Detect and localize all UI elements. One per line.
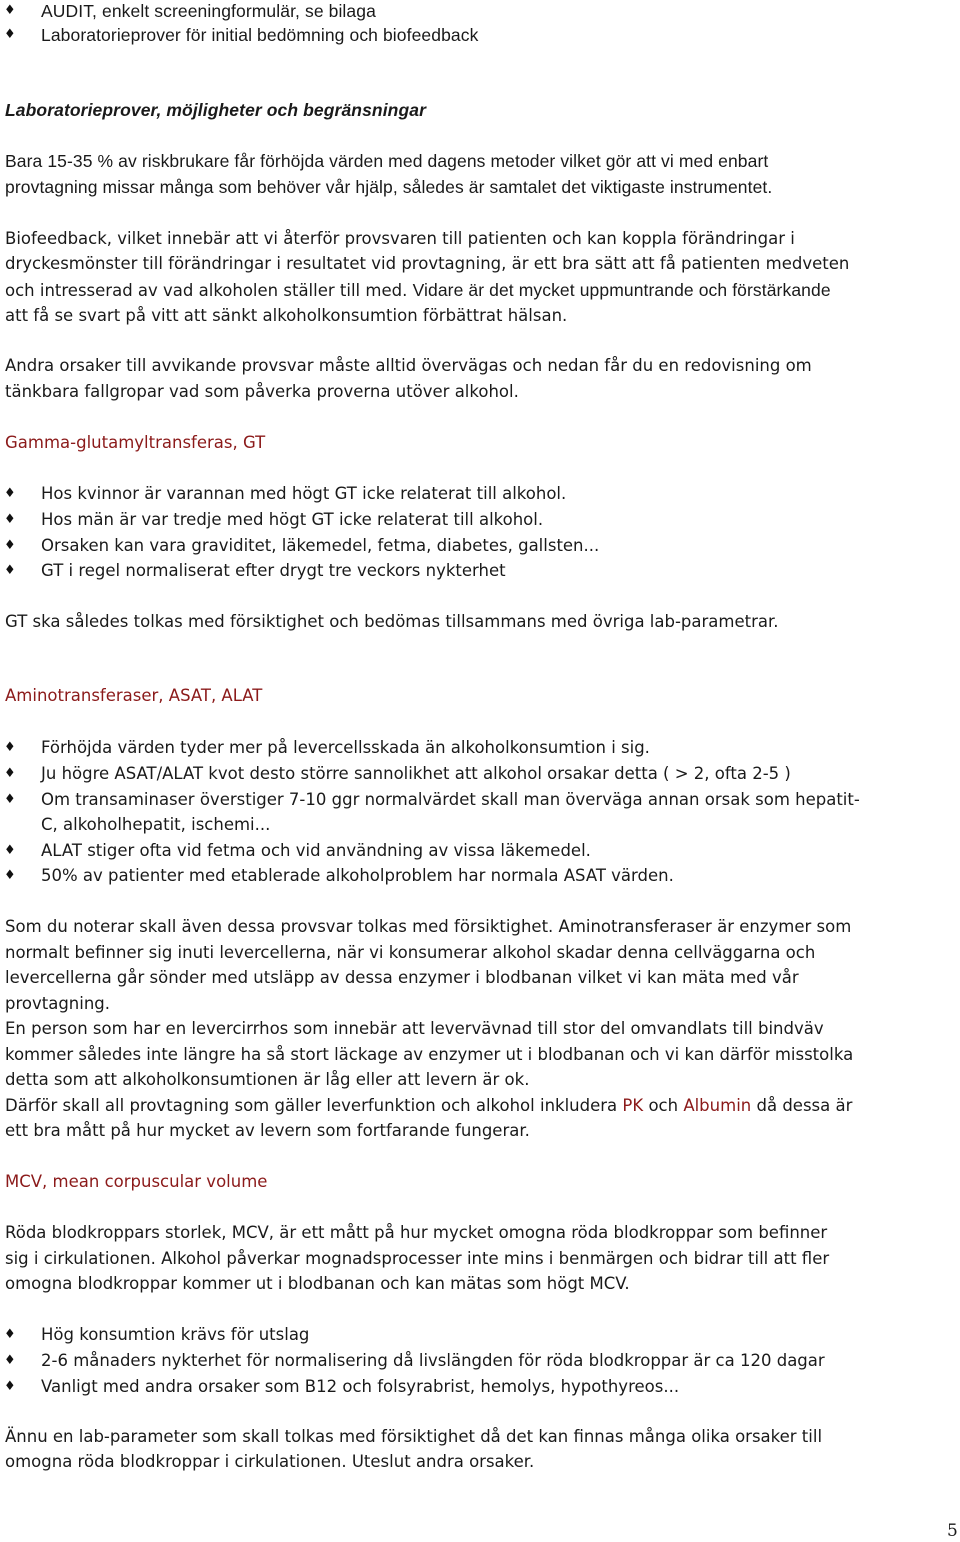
diamond-bullet-icon: ♦ [4,740,16,755]
asat-line: normalt befinner sig inuti levercellerna, när vi konsumerar alkohol skadar denna cellväggarna och [5,943,816,962]
andra-line: Andra orsaker till avvikande provsvar måste alltid övervägas och nedan får du en redovisning om [5,356,812,375]
mcv-line: omogna blodkroppar kommer ut i blodbanan och kan mätas som högt MCV. [5,1274,630,1293]
diamond-bullet-icon: ♦ [4,486,16,501]
intro-line: Bara 15-35 % av riskbrukare får förhöjda värden med dagens metoder vilket gör att vi med enbart [5,151,769,171]
diamond-bullet-icon: ♦ [4,792,16,807]
biofeedback-line: dryckesmönster till förändringar i resultatet vid provtagning, är ett bra sätt att få patienten medveten [5,254,850,273]
list-item: Ju högre ASAT/ALAT kvot desto större sannolikhet att alkohol orsakar detta ( > 2, ofta 2-5 ) [41,764,791,783]
list-item: ALAT stiger ofta vid fetma och vid användning av vissa läkemedel. [41,841,591,860]
list-item: Hos män är var tredje med högt GT icke relaterat till alkohol. [41,510,544,529]
diamond-bullet-icon: ♦ [4,766,16,781]
andra-line: tänkbara fallgropar vad som påverka proverna utöver alkohol. [5,382,519,401]
diamond-bullet-icon: ♦ [4,512,16,527]
asat-line [5,1095,852,1117]
mcv-final-line: Ännu en lab-parameter som skall tolkas med försiktighet då det kan finnas många olika orsaker till [5,1427,823,1446]
list-item: Orsaken kan vara graviditet, läkemedel, fetma, diabetes, gallsten... [41,536,600,555]
section-heading: Laboratorieprover, möjligheter och begränsningar [5,100,426,120]
list-item: 2-6 månaders nykterhet för normalisering då livslängden för röda blodkroppar är ca 120 dagar [41,1351,825,1370]
asat-text: Därför skall all provtagning som gäller leverfunktion och alkohol inkludera [5,1096,618,1115]
list-item: Hög konsumtion krävs för utslag [41,1325,310,1344]
list-item: GT i regel normaliserat efter drygt tre veckors nykterhet [41,561,506,580]
diamond-bullet-icon: ♦ [4,27,16,42]
biofeedback-line: Biofeedback, vilket innebär att vi återför provsvaren till patienten och kan koppla förändringar i [5,229,795,248]
mcv-line: sig i cirkulationen. Alkohol påverkar mognadsprocesser inte mins i benmärgen och bidrar till att fler [5,1249,830,1268]
list-item: Vanligt med andra orsaker som B12 och folsyrabrist, hemolys, hypothyreos... [41,1377,680,1396]
asat-line: En person som har en levercirrhos som innebär att levervävnad till stor del omvandlats till bindväv [5,1019,824,1038]
list-item: 50% av patienter med etablerade alkoholproblem har normala ASAT värden. [41,866,674,885]
asat-text: och [648,1096,679,1115]
asat-line: Som du noterar skall även dessa provsvar tolkas med försiktighet. Aminotransferaser är enzymer som [5,917,852,936]
page-number: 5 [947,1521,958,1541]
mcv-final-line: omogna röda blodkroppar i cirkulationen. Uteslut andra orsaker. [5,1452,535,1471]
diamond-bullet-icon: ♦ [4,1353,16,1368]
intro-line: provtagning missar många som behöver vår hjälp, således är samtalet det viktigaste instrumentet. [5,177,773,197]
mcv-line: Röda blodkroppars storlek, MCV, är ett mått på hur mycket omogna röda blodkroppar som befinner [5,1223,828,1242]
asat-line: provtagning. [5,994,111,1013]
gt-title: Gamma-glutamyltransferas, GT [5,433,266,452]
biofeedback-text: Vidare är det mycket uppmuntrande och förstärkande [412,280,831,300]
biofeedback-text: och intresserad av vad alkoholen ställer till med. [5,281,408,300]
diamond-bullet-icon: ♦ [4,1327,16,1342]
albumin-term: Albumin [683,1096,752,1115]
asat-line: kommer således inte längre ha så stort läckage av enzymer ut i blodbanan och vi kan därför misstolka [5,1045,854,1064]
asat-line: detta som att alkoholkonsumtionen är låg eller att levern är ok. [5,1070,530,1089]
list-item: Om transaminaser överstiger 7-10 ggr normalvärdet skall man överväga annan orsak som hepatit- [41,790,860,809]
list-item: Förhöjda värden tyder mer på levercellsskada än alkoholkonsumtion i sig. [41,738,650,757]
pk-term: PK [622,1096,644,1115]
diamond-bullet-icon: ♦ [4,868,16,883]
list-item: AUDIT, enkelt screeningformulär, se bilaga [41,1,376,21]
biofeedback-line [5,279,831,302]
diamond-bullet-icon: ♦ [4,1379,16,1394]
asat-line: ett bra mått på hur mycket av levern som fortfarande fungerar. [5,1121,530,1140]
asat-text: då dessa är [756,1096,853,1115]
diamond-bullet-icon: ♦ [4,3,16,18]
diamond-bullet-icon: ♦ [4,563,16,578]
asat-line: levercellerna går sönder med utsläpp av dessa enzymer i blodbanan vilket vi kan mäta med vår [5,968,799,987]
diamond-bullet-icon: ♦ [4,538,16,553]
list-item: Hos kvinnor är varannan med högt GT icke relaterat till alkohol. [41,484,567,503]
diamond-bullet-icon: ♦ [4,843,16,858]
list-item: Laboratorieprover för initial bedömning och biofeedback [41,25,479,45]
gt-conclusion: GT ska således tolkas med försiktighet och bedömas tillsammans med övriga lab-parametrar. [5,612,779,631]
biofeedback-line: att få se svart på vitt att sänkt alkoholkonsumtion förbättrat hälsan. [5,306,568,325]
list-item-continuation: C, alkoholhepatit, ischemi... [41,815,271,834]
mcv-title: MCV, mean corpuscular volume [5,1172,268,1191]
asat-title: Aminotransferaser, ASAT, ALAT [5,686,263,705]
